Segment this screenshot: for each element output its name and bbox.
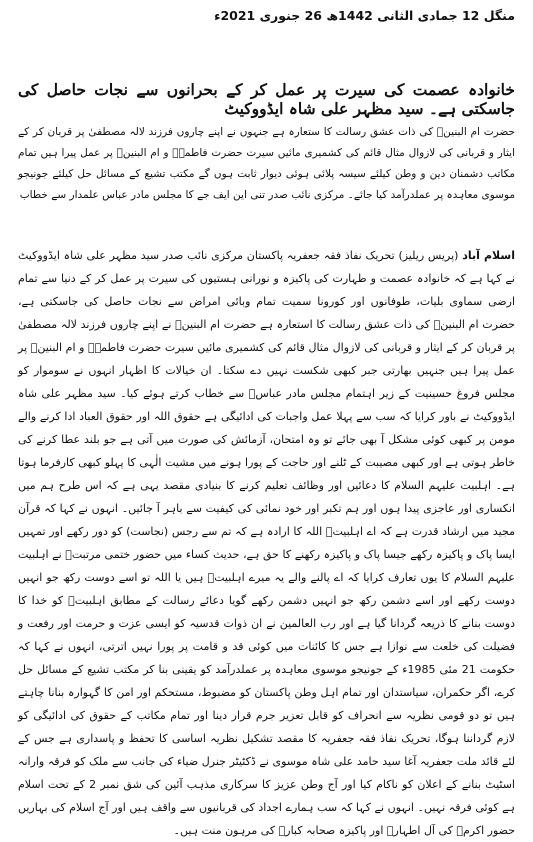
article-headline: خانوادہ عصمت کی سیرت پر عمل کر کے بحرانوں سے نجات حاصل کی جاسکتی ہے۔ سید مظہر علی شاہ ایڈووکیٹ (18, 80, 515, 118)
dateline-place: اسلام آباد (462, 249, 515, 262)
article-summary: حضرت ام البنینؑ کی ذات عشق رسالت کا ستعارہ ہے جنہوں نے اپنے چاروں فرزند لالہ مصطفیٰ پر قربان کر کے ایثار و قربانی کی لازوال مثال قائم کی کشمیری مائیں سیرت حضرت فاطمہؑ و ام البنینؑ پر عمل پیرا ہیں تمام مکاتب دشمنان دین و وطن کیلئے سیسہ پلائی ہوئی دیوار ثابت ہوں گے مکتب تشیع کے مسائل حل کیلئے جونیجو موسوی معاہدہ پر عملدرآمد کیا جائے۔ مرکزی نائب صدر تنی این ایف جے کا مجلس مادر عباس علمدار سے خطاب (18, 126, 515, 201)
article-body (18, 244, 515, 842)
date-line: منگل 12 جمادی الثانی 1442ھ 26 جنوری 2021ء (214, 8, 515, 23)
article-body-text: تحریک نفاذ فقہ جعفریہ پاکستان مرکزی نائب صدر سید مظہر علی شاہ ایڈووکیٹ نے کہا ہے کہ خانوادہ عصمت و طہارت کی پاکیزہ و نورانی ہستیوں کی سیرت پر عمل کر کے دنیا سے تمام ارضی سماوی بلیات، طوفانوں اور کورونا سمیت تمام وبائی امراض سے نجات حاصل کی جاسکتی ہے، حضرت ام البنینؑ کی ذات عشق رسالت کا استعارہ ہے حضرت ام البنینؑ نے اپنے چاروں فرزند لالہ مصطفیٰ پر قربان کر کے ایثار و قربانی کی لازوال مثال قائم کی کشمیری مائیں سیرت حضرت فاطمہؑ و ام البنینؑ پر عمل پیرا ہیں جنہیں بھارتی جبر کبھی شکست نہیں دے سکتا۔ ان خیالات کا اظہار انہوں نے سوموار کو مجلس فروغ حسینیت کے زیر اہتمام مجلس مادر عباسؑ سے خطاب کرتے ہوئے کیا۔ سید مظہر علی شاہ ایڈووکیٹ نے باور کرایا کہ سب سے پہلا عمل واجبات کی ادائیگی ہے حقوق اللہ اور حقوق العباد ادا کرنے والے مومن پر کبھی کوئی مشکل آ بھی جائے تو وہ امتحان، آزمائش کی صورت میں آتی ہے جو بلند عطا کرنے کی خاطر ہوتی ہے اور کبھی مصیبت کے ٹلنے اور حاجت کے پورا ہونے میں مشیت الٰہی کا پہلو کبھی کارفرما ہوتا ہے۔ اہلبیت علیہم السلام کا دعائیں اور وظائف تعلیم کرنے کا بنیادی مقصد یہی ہے کہ اس طرح ہم میں انکساری اور عاجزی پیدا ہوں اور ہم تکبر اور خود نمائی کی کیفیت سے باہر آ جائیں۔ انہوں نے کہا کہ قرآن مجید میں ارشاد قدرت ہے کہ اے اہلبیتؑ اللہ کا ارادہ ہے کہ تم سے رجس (نجاست) کو دور رکھے اور تمہیں ایسا پاک و پاکیزہ رکھے جیسا پاک و پاکیزہ رکھنے کا حق ہے، حدیث کساء میں حضور ختمی مرتبتؐ نے اہلبیت علیہم السلام کا یوں تعارف کرایا کہ اے پالنے والے یہ میرے اہلبیتؑ ہیں یا اللہ تو اسے دوست رکھ جو انہیں دوست رکھے اور اسے دشمن رکھ جو انہیں دشمن رکھے گویا دعائے رسالت کے مطابق اہلبیتؑ کو خدا کا دوست بنانے کا ذریعہ گردانا گیا ہے اور رب العالمین نے ان ذوات قدسیہ کو ایسی عزت و حرمت اور رفعت و فضیلت کی خلعت سے نوازا ہے جس کا کائنات میں کوئی قد و قامت پر پورا نہیں اترتی، انہوں نے کہا کہ حکومت 21 مئی 1985ء کے جونیجو موسوی معاہدہ پر عملدرآمد کو یقینی بنا کر مکتب تشیع کے مسائل حل کرے، اگر حکمران، سیاستدان اور تمام اہل وطن پاکستان کو مضبوط، مستحکم اور امن کا گہوارہ بنانا چاہتے ہیں تو دو قومی نظریہ سے انحراف کو قابل تعزیر جرم قرار دینا اور تمام مکاتب کے حقوق کی ادائیگی کو لازم گرداننا ہوگا، تحریک نفاذ فقہ جعفریہ کا مقصد تشکیل نظریہ اساسی کا تحفظ و پاسداری ہے جس کے لئے قائد ملت جعفریہ آغا سید حامد علی شاہ موسوی نے ڈکٹیٹر جنرل ضیاء کی جانب سے ملک کو فرقہ وارانہ اسٹیٹ بنانے کے اعلان کو ناکام کیا اور آج وطن عزیز کا سرکاری مذہب آئین کی شق نمبر 2 کے تحت اسلام ہے کوئی فرقہ نہیں۔ انہوں نے کہا کہ سب ہمارے اجداد کی قربانیوں سے واقف ہیں اور آج اسلام کی بہاریں حضور اکرمؐ کی آل اطہارؑ اور پاکیزہ صحابہ کبارؓ کی مرہون منت ہیں۔ (18, 249, 516, 837)
dateline-agency: (پریس ریلیز) (398, 249, 459, 262)
